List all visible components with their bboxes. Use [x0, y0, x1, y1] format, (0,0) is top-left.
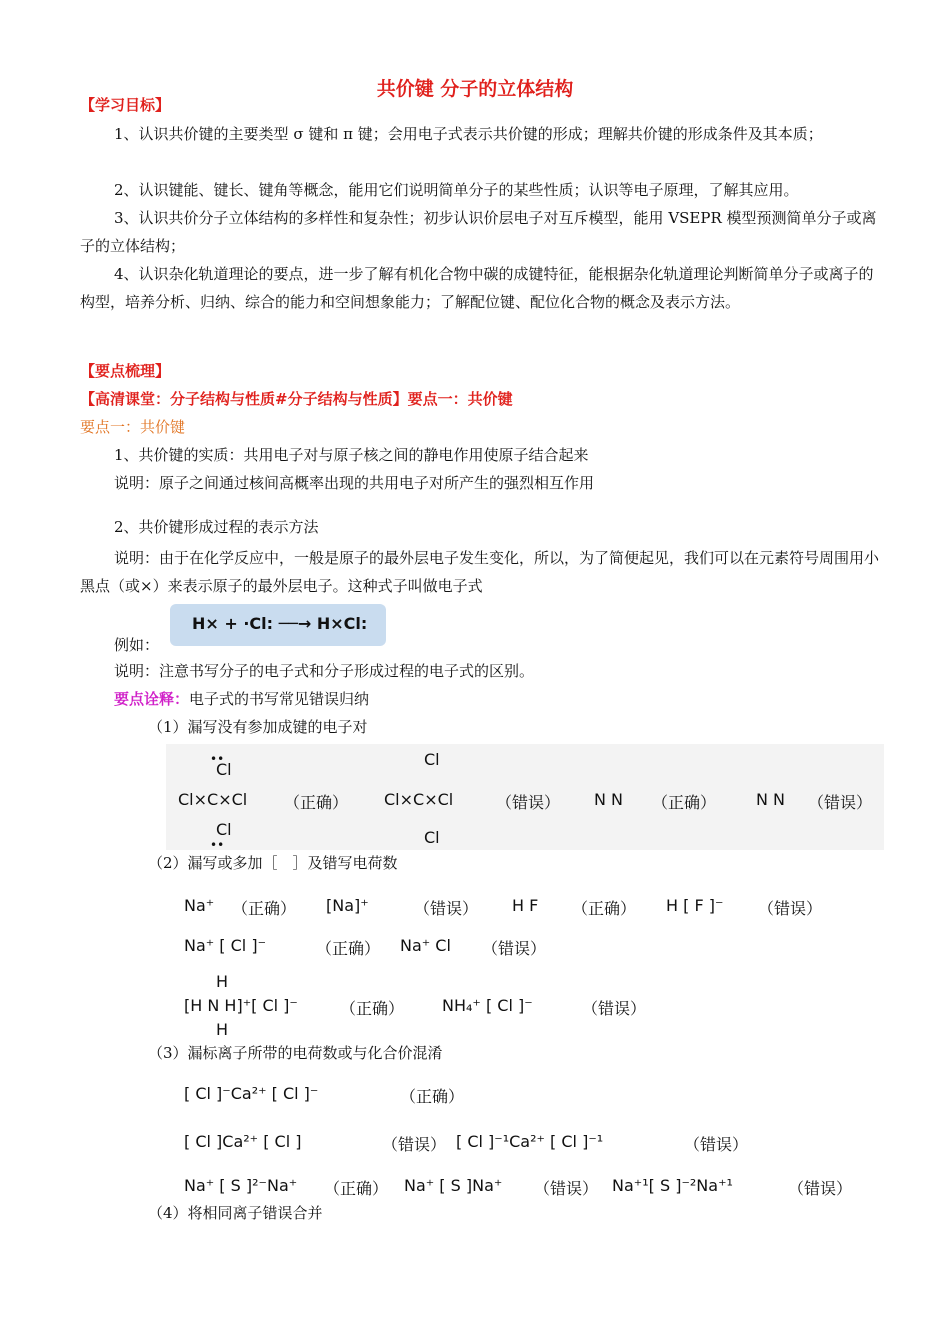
nh4cl-correct: [H N H]⁺[ Cl ]⁻: [184, 996, 298, 1015]
hd-class-line: 【高清课堂：分子结构与性质#分子结构与性质】要点一：共价键: [80, 390, 513, 408]
hf-correct: H F: [512, 896, 539, 915]
error-2-title: （2）漏写或多加［ ］及错写电荷数: [148, 854, 398, 872]
label-correct-3: （正确）: [232, 899, 297, 918]
explain-label: 要点诠释：: [114, 690, 190, 708]
na2s-wrong-2: Na⁺¹[ S ]⁻²Na⁺¹: [612, 1176, 733, 1195]
label-correct-5: （正确）: [316, 939, 381, 958]
goal-4: 4、认识杂化轨道理论的要点，进一步了解有机化合物中碳的成键特征，能根据杂化轨道理论判断简单分子或离子的构型，培养分析、归纳、综合的能力和空间想象能力；了解配位键、配位化合物的概念及表示方法。: [80, 265, 874, 311]
ccl4-wrong: Cl×C×Cl: [384, 790, 454, 809]
cacl2-correct: [ Cl ]⁻Ca²⁺ [ Cl ]⁻: [184, 1084, 319, 1103]
label-wrong-1: （错误）: [496, 793, 561, 812]
label-wrong-8: （错误）: [684, 1135, 749, 1154]
point1-heading: 要点一：共价键: [80, 418, 186, 436]
goals-header: 【学习目标】: [80, 96, 171, 114]
p2-title: 2、共价键形成过程的表示方法: [114, 518, 319, 536]
label-correct-2: （正确）: [652, 793, 717, 812]
example-formula-box: [170, 604, 386, 646]
na2s-correct: Na⁺ [ S ]²⁻Na⁺: [184, 1176, 298, 1195]
hf-wrong: H [ F ]⁻: [666, 896, 724, 915]
page-title: 共价键 分子的立体结构: [376, 78, 574, 100]
goal-1: 1、认识共价键的主要类型 σ 键和 π 键；会用电子式表示共价键的形成；理解共价键的形成条件及其本质；: [114, 125, 823, 143]
label-wrong-5: （错误）: [482, 939, 547, 958]
cacl2-wrong-1: [ Cl ]Ca²⁺ [ Cl ]: [184, 1132, 302, 1151]
label-wrong-4: （错误）: [758, 899, 823, 918]
label-wrong-3: （错误）: [414, 899, 479, 918]
na2s-wrong-1: Na⁺ [ S ]Na⁺: [404, 1176, 503, 1195]
p1-essence: 1、共价键的实质：共用电子对与原子核之间的静电作用使原子结合起来: [114, 446, 589, 464]
n2-wrong: N N: [756, 790, 786, 809]
label-wrong-10: （错误）: [788, 1179, 853, 1198]
cacl2-wrong-2: [ Cl ]⁻¹Ca²⁺ [ Cl ]⁻¹: [456, 1132, 604, 1151]
label-correct-1: （正确）: [284, 793, 349, 812]
label-correct-7: （正确）: [400, 1087, 465, 1106]
label-correct-6: （正确）: [340, 999, 405, 1018]
goal-2: 2、认识键能、键长、键角等概念，能用它们说明简单分子的某些性质；认识等电子原理，了解其应用。: [114, 181, 799, 199]
error-3-title: （3）漏标离子所带的电荷数或与化合价混淆: [148, 1044, 443, 1062]
key-header: 【要点梳理】: [80, 362, 171, 380]
ccl4-correct: Cl×C×Cl: [178, 790, 248, 809]
example-formula: H× + ·Cl: ──→ H×Cl:: [192, 614, 368, 633]
goal-3: 3、认识共价分子立体结构的多样性和复杂性；初步认识价层电子对互斥模型，能用 VSEPR 模型预测简单分子或离子的立体结构；: [80, 209, 877, 255]
label-wrong-7: （错误）: [382, 1135, 447, 1154]
p2-note2: 说明：注意书写分子的电子式和分子形成过程的电子式的区别。: [114, 662, 535, 680]
na-wrong: [Na]⁺: [326, 896, 369, 915]
error-1-panel: •• Cl Cl×C×Cl Cl •• （正确） Cl Cl×C×Cl Cl （错误） N N （正确） N N （错误）: [166, 744, 884, 850]
label-wrong-9: （错误）: [534, 1179, 599, 1198]
label-correct-4: （正确）: [572, 899, 637, 918]
label-wrong-2: （错误）: [808, 793, 873, 812]
na-correct: Na⁺: [184, 896, 215, 915]
nacl-wrong: Na⁺ Cl: [400, 936, 451, 955]
nacl-correct: Na⁺ [ Cl ]⁻: [184, 936, 267, 955]
p2-note: 说明：由于在化学反应中，一般是原子的最外层电子发生变化，所以，为了简便起见，我们可以在元素符号周围用小黑点（或×）来表示原子的最外层电子。这种式子叫做电子式: [80, 549, 880, 595]
error-4-title: （4）将相同离子错误合并: [148, 1204, 323, 1222]
label-wrong-6: （错误）: [582, 999, 647, 1018]
p1-note: 说明：原子之间通过核间高概率出现的共用电子对所产生的强烈相互作用: [114, 474, 595, 492]
example-label: 例如：: [114, 636, 160, 654]
n2-correct: N N: [594, 790, 624, 809]
error-1-title: （1）漏写没有参加成键的电子对: [148, 718, 368, 736]
nh4cl-wrong: NH₄⁺ [ Cl ]⁻: [442, 996, 533, 1015]
label-correct-8: （正确）: [324, 1179, 389, 1198]
explain-text: 电子式的书写常见错误归纳: [189, 690, 370, 708]
explain-line: [114, 688, 369, 709]
